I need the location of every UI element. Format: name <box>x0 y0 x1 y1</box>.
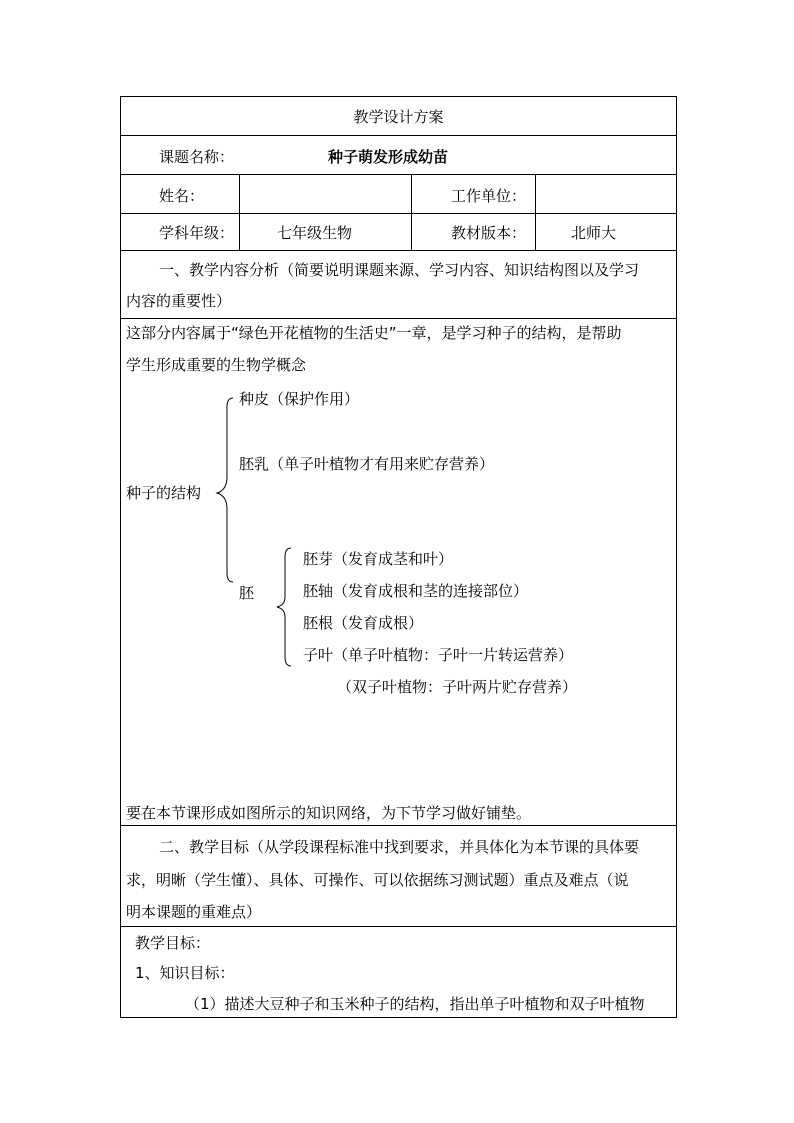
row-divider <box>121 926 676 927</box>
section1-paragraph-line1: 这部分内容属于“绿色开花植物的生活史”一章，是学习种子的结构，是帮助 <box>126 324 622 342</box>
row-divider <box>121 213 676 214</box>
row-divider <box>121 250 676 251</box>
subject-label: 学科年级： <box>159 224 235 242</box>
workplace-label: 工作单位： <box>451 187 527 205</box>
column-divider <box>239 174 240 250</box>
radicle-label: 胚根（发育成根） <box>303 614 424 632</box>
lesson-plan-table <box>120 96 677 1018</box>
plumule-label: 胚芽（发育成茎和叶） <box>303 550 454 568</box>
textbook-label: 教材版本： <box>451 224 527 242</box>
row-divider <box>121 135 676 136</box>
section1-heading-line2: 内容的重要性） <box>126 292 232 310</box>
knowledge-goal-label: 1、知识目标： <box>135 964 235 982</box>
section1-heading-line1: 一、教学内容分析（简要说明课题来源、学习内容、知识结构图以及学习 <box>159 261 640 279</box>
column-divider <box>411 174 412 250</box>
subject-value: 七年级生物 <box>277 224 353 242</box>
hypocotyl-label: 胚轴（发育成根和茎的连接部位） <box>303 582 529 600</box>
section2-heading-line2: 求，明晰（学生懂）、具体、可操作、可以依据练习测试题）重点及难点（说 <box>126 871 629 889</box>
embryo-label: 胚 <box>239 584 255 602</box>
section1-closing: 要在本节课形成如图所示的知识网络，为下节学习做好铺垫。 <box>126 804 532 822</box>
diagram-root-label: 种子的结构 <box>126 484 202 502</box>
cotyledon-label-2: （双子叶植物：子叶两片贮存营养） <box>337 678 578 696</box>
name-label: 姓名： <box>159 187 205 205</box>
section1-paragraph-line2: 学生形成重要的生物学概念 <box>126 356 307 374</box>
endosperm-label: 胚乳（单子叶植物才有用来贮存营养） <box>239 455 495 473</box>
cotyledon-label-1: 子叶（单子叶植物：子叶一片转运营养） <box>303 646 574 664</box>
row-divider <box>121 825 676 826</box>
goals-label: 教学目标： <box>135 934 211 952</box>
row-divider <box>121 318 676 319</box>
course-label: 课题名称： <box>159 148 235 166</box>
embryo-brace <box>273 547 293 667</box>
table-title: 教学设计方案 <box>353 108 444 126</box>
row-divider <box>121 174 676 175</box>
goal-item-1: （1）描述大豆种子和玉米种子的结构，指出单子叶植物和双子叶植物 <box>185 995 645 1013</box>
textbook-value: 北师大 <box>571 224 617 242</box>
column-divider <box>535 174 536 250</box>
seed-coat-label: 种皮（保护作用） <box>239 390 360 408</box>
section2-heading-line1: 二、教学目标（从学段课程标准中找到要求，并具体化为本节课的具体要 <box>159 838 640 856</box>
course-name: 种子萌发形成幼苗 <box>328 148 449 166</box>
section2-heading-line3: 明本课题的重难点） <box>126 903 262 921</box>
outer-brace <box>215 397 235 583</box>
